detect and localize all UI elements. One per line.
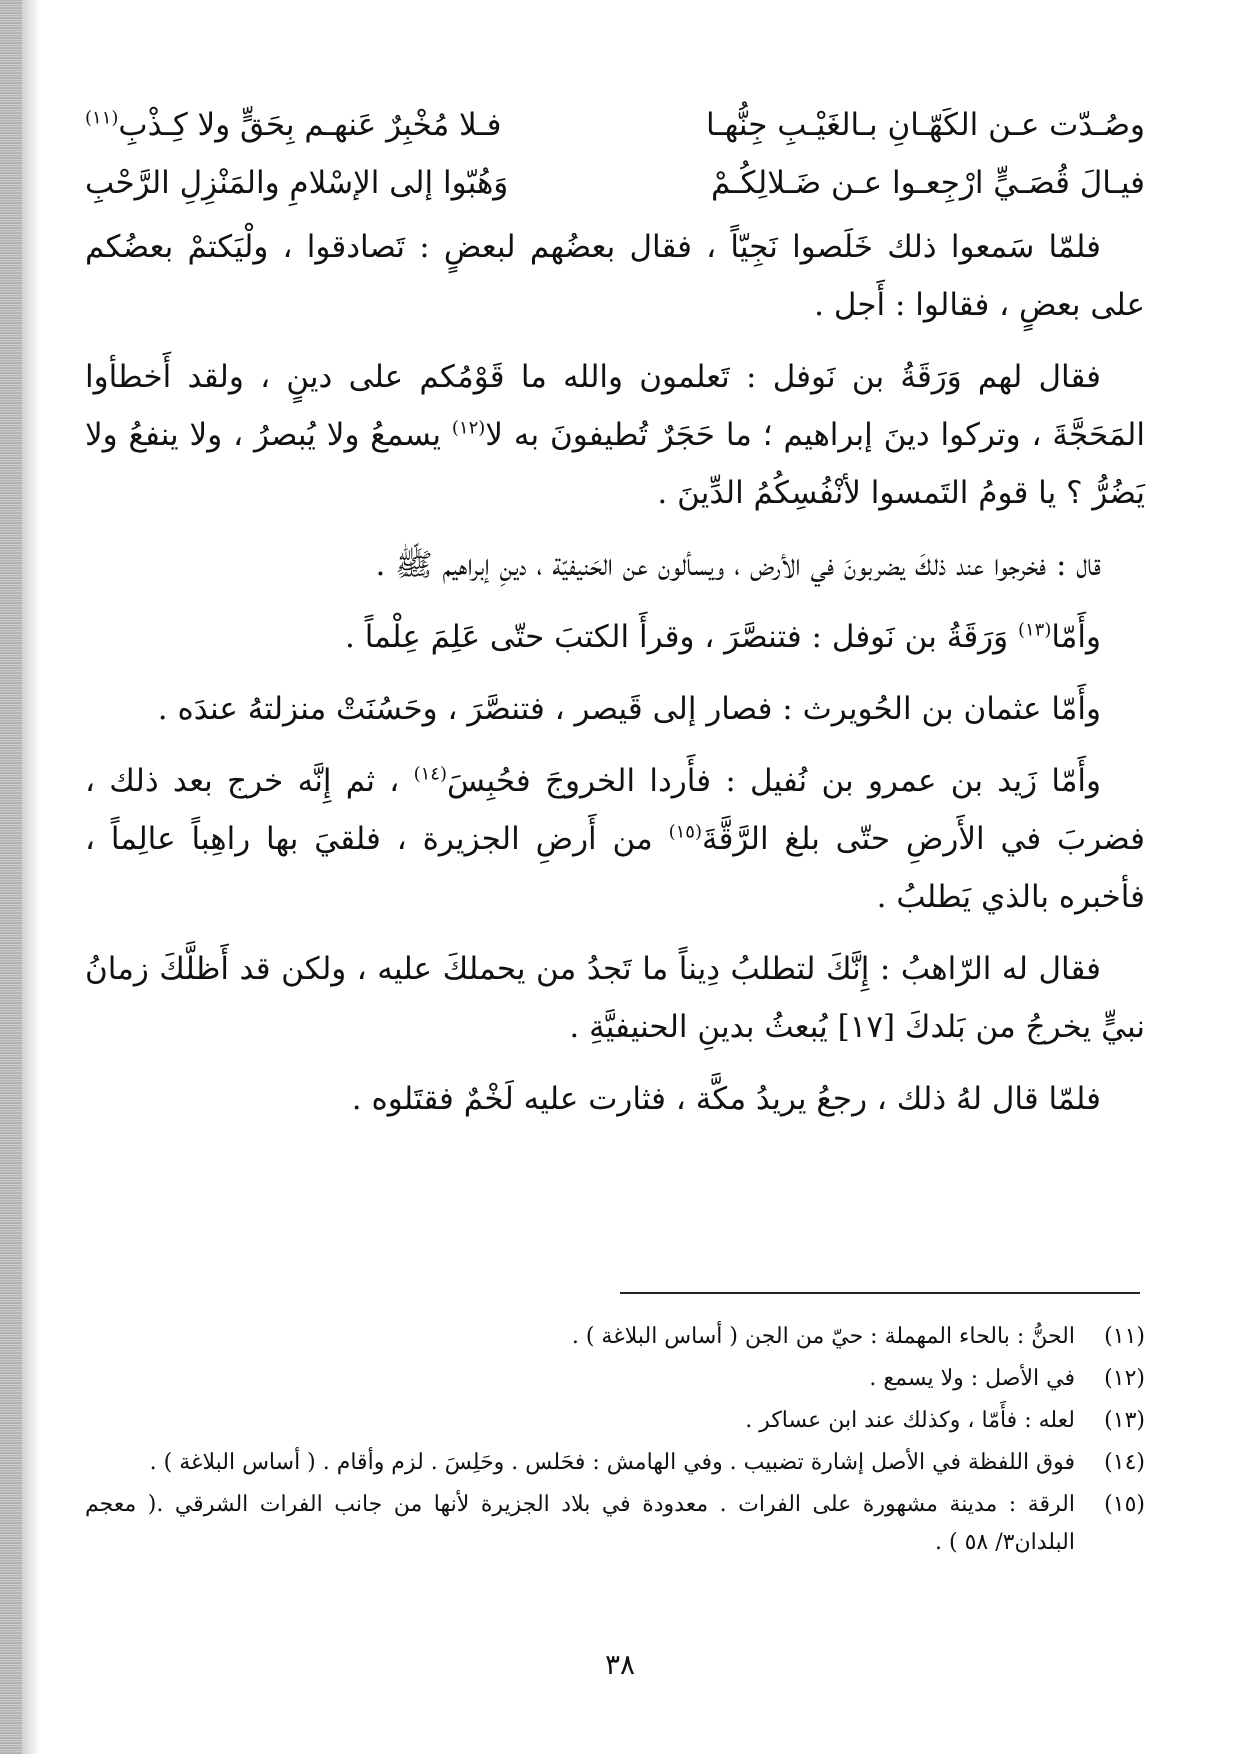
- verse-second-hemistich: وَهُبّوا إلى الإسْلامِ والمَنْزِلِ الرَّحْبِ: [85, 165, 509, 201]
- footnote-ref[interactable]: (١٤): [413, 763, 447, 785]
- footnote-ref[interactable]: (١٥): [668, 821, 702, 843]
- footnote-ref[interactable]: (١٢): [451, 417, 486, 439]
- footnote-number: (١١): [1104, 1324, 1145, 1349]
- footnote-item: [85, 1318, 1145, 1356]
- scan-binding-shadow: [22, 0, 40, 1754]
- paragraph-text: وَرَقَةُ بن نَوفل : فتنصَّرَ ، وقرأَ الكتبَ حتّى عَلِمَ عِلْماً .: [344, 619, 1018, 655]
- footnote-text: فوق اللفظة في الأصل إشارة تضبيب . وفي الهامش : فحَلس . وحَلِسَ . لزم وأقام . ( أساس البلاغة ) .: [149, 1450, 1075, 1475]
- footnote-text: في الأصل : ولا يسمع .: [869, 1366, 1075, 1391]
- footnote-number: (١٤): [1104, 1450, 1145, 1475]
- scan-binding-edge: [0, 0, 22, 1754]
- verse-second-hemistich: [85, 96, 501, 154]
- paragraph: [85, 608, 1145, 666]
- footnote-separator: [620, 1292, 1140, 1294]
- paragraph: فلمّا سَمعوا ذلك خَلَصوا نَجِيّاً ، فقال بعضُهم لبعضٍ : تَصادقوا ، ولْيَكتمْ بعضُكم على بعضٍ ، فقالوا : أَجل .: [85, 229, 1145, 323]
- paragraph-text: ، ثم إِنَّه خرج بعد ذلك ، فضربَ في الأَرضِ حتّى بلغ الرَّقَّةَ: [85, 763, 1145, 857]
- paragraph: قال : فخرجوا عند ذلكَ يضربونَ في الأرض ، ويسألون عن الحَنيفيّة ، دينِ إبراهيم ﷺ .: [375, 547, 1101, 583]
- footnote-text: الحنُّ : بالحاء المهملة : حيّ من الجن ( أساس البلاغة ) .: [571, 1324, 1075, 1349]
- verse-line: [85, 96, 1145, 154]
- footnote-item: [85, 1360, 1145, 1398]
- footnotes: [85, 1318, 1145, 1566]
- footnote-ref[interactable]: (١١): [85, 107, 119, 129]
- paragraph: فلمّا قال لهُ ذلك ، رجعُ يريدُ مكَّة ، فثارت عليه لَخْمٌ فقتَلوه .: [351, 1081, 1101, 1117]
- paragraph-text: من أَرضِ الجزيرة ، فلقيَ بها راهِباً عالِماً ، فأخبره بالذي يَطلبُ .: [85, 821, 1145, 915]
- footnote-ref[interactable]: (١٣): [1017, 619, 1052, 641]
- verse-second-hemistich-text: فـلا مُخْبِرٌ عَنهـم بِحَقٍّ ولا كِـذْبِ: [118, 107, 502, 143]
- page-number: ٣٨: [604, 1648, 636, 1681]
- footnote-item: [85, 1444, 1145, 1482]
- footnote-text: لعله : فأَمّا ، وكذلك عند ابن عساكر .: [745, 1408, 1075, 1433]
- footnote-text: الرقة : مدينة مشهورة على الفرات . معدودة في بلاد الجزيرة لأنها من جانب الفرات الشرقي .( معجم البلدان٣/ ٥٨ ) .: [85, 1492, 1075, 1555]
- verse-first-hemistich: وصُـدّت عـن الكَهّـانِ بـالغَيْـبِ جِنُّهـا: [706, 107, 1145, 143]
- paragraph-text: وأَمّا زَيد بن عمرو بن نُفيل : فأَردا الخروجَ فحُبِسَ: [446, 763, 1102, 799]
- paragraph: [85, 348, 1145, 522]
- footnote-number: (١٢): [1104, 1366, 1145, 1391]
- verse-line: [85, 154, 1145, 212]
- footnote-item: [85, 1486, 1145, 1562]
- page-body: [85, 96, 1145, 1142]
- paragraph: وأَمّا عثمان بن الحُويرث : فصار إلى قَيصر ، فتنصَّرَ ، وحَسُنَتْ منزلتهُ عندَه .: [157, 691, 1101, 727]
- paragraph-text: وأَمّا: [1051, 619, 1101, 655]
- paragraph: [85, 752, 1145, 926]
- footnote-number: (١٣): [1104, 1408, 1145, 1433]
- paragraph-text: فقال لهم وَرَقَةُ بن نَوفل : تَعلمون والله ما قَوْمُكم على دينٍ ، ولقد أَخطأوا المَحَجَّةَ ، وتركوا دينَ إبراهيم ؛ ما حَجَرٌ تُطيفونَ به لا: [85, 359, 1145, 453]
- footnote-item: [85, 1402, 1145, 1440]
- footnote-number: (١٥): [1104, 1492, 1145, 1517]
- paragraph-text: يسمعُ ولا يُبصرُ ، ولا ينفعُ ولا يَضُرُّ ؟ يا قومُ التَمسوا لأنْفُسِكُمُ الدِّينَ .: [85, 417, 1145, 511]
- verse-first-hemistich: فيـالَ قُصَـيٍّ ارْجِعـوا عـن ضَـلالِكُـمْ: [710, 165, 1145, 201]
- paragraph: فقال له الرّاهبُ : إِنَّكَ لتطلبُ دِيناً ما تَجدُ من يحملكَ عليه ، ولكن قد أَظلَّكَ زمانُ نبيٍّ يخرجُ من بَلدكَ [١٧] يُبعثُ بدينِ الحنيفيَّةِ .: [85, 951, 1145, 1045]
